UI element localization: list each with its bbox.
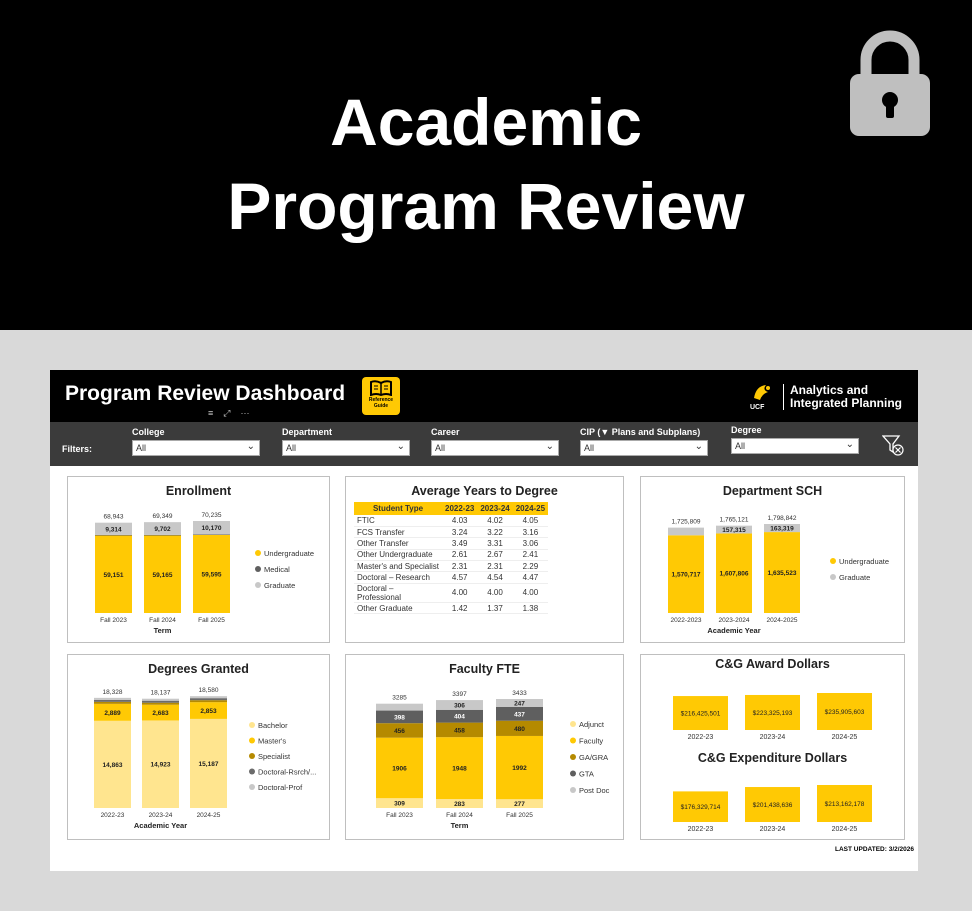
dashboard-title: Program Review Dashboard (65, 382, 346, 405)
legend-label: Adjunct (579, 720, 605, 729)
degrees-chart (68, 655, 331, 841)
dropdown-value: All (286, 443, 297, 453)
x-tick-label: Fall 2023 (100, 617, 127, 624)
dashboard (50, 370, 918, 871)
table-cell: 2.31 (487, 561, 503, 571)
data-label: 59,595 (201, 571, 222, 579)
legend-marker (249, 738, 255, 744)
bar-segment (190, 696, 227, 698)
book-icon (370, 380, 392, 396)
total-label: 68,943 (103, 513, 124, 521)
title-line-1: Academic (330, 85, 642, 159)
enrollment-card (67, 476, 330, 643)
filter-department (282, 427, 410, 456)
data-label: 163,319 (770, 525, 794, 533)
x-tick-label: 2023-24 (759, 734, 786, 741)
bar-segment (190, 700, 227, 702)
table-cell: Other Graduate (357, 603, 413, 613)
legend-label: Medical (264, 565, 290, 574)
table-cell: FTIC (357, 515, 375, 525)
data-label: 10,170 (201, 525, 222, 533)
ucf-logo-text: UCF (750, 404, 765, 411)
card-title: Faculty FTE (449, 662, 520, 676)
bar-segment (193, 534, 230, 535)
table-cell: 1.42 (451, 603, 468, 613)
legend-marker (255, 566, 261, 572)
chevron-down-icon: ⌄ (545, 441, 554, 452)
data-label: 1906 (392, 765, 407, 773)
filter-degree (731, 425, 859, 454)
x-tick-label: 2022-2023 (670, 617, 702, 624)
x-tick-label: Fall 2025 (198, 617, 225, 624)
x-tick-label: 2022-23 (687, 826, 714, 833)
department-dropdown[interactable] (282, 440, 410, 456)
total-label: 3433 (512, 690, 527, 697)
total-label: 3285 (392, 694, 407, 702)
title-line-2: Program Review (227, 169, 745, 243)
data-label: 404 (454, 713, 465, 721)
table-cell: 3.31 (487, 538, 503, 548)
org-name (783, 384, 902, 410)
fte-chart (346, 655, 625, 841)
table-cell: Other Undergraduate (357, 550, 433, 560)
table-cell: FCS Transfer (357, 527, 405, 537)
lock-icon (850, 30, 930, 136)
table-cell: Doctoral – Research (357, 573, 430, 583)
clear-filters-icon[interactable] (882, 434, 904, 456)
legend-label: Post Doc (579, 786, 610, 795)
legend-marker (255, 582, 261, 588)
x-axis-label: Term (153, 626, 172, 635)
table-cell: 4.54 (487, 573, 503, 583)
reference-guide-button[interactable] (362, 377, 400, 415)
data-label: 2,853 (200, 708, 217, 716)
sch-chart (641, 477, 906, 644)
data-label: $213,162,178 (824, 801, 865, 808)
legend-label: Undergraduate (264, 549, 315, 558)
table-cell: 2.61 (451, 550, 468, 560)
total-label: 69,349 (152, 513, 173, 521)
data-label: 437 (514, 711, 525, 719)
chevron-down-icon: ⌄ (396, 441, 405, 452)
bar-segment (94, 702, 131, 704)
ucf-logo (748, 382, 778, 412)
page-title (0, 80, 972, 248)
visual-header-icons (208, 408, 259, 419)
total-label: 70,235 (201, 512, 222, 519)
card-title: Enrollment (165, 484, 232, 498)
filters-bar (50, 422, 918, 466)
bar-segment (94, 698, 131, 700)
chevron-down-icon: ⌄ (694, 441, 703, 452)
legend-label: Undergraduate (839, 557, 890, 566)
data-label: 1,570,717 (671, 571, 701, 579)
x-tick-label: 2024-25 (831, 734, 858, 741)
banner (0, 0, 972, 330)
career-dropdown[interactable] (431, 440, 559, 456)
table-cell: 4.00 (522, 588, 539, 598)
table-cell: 4.02 (487, 515, 503, 525)
column-header[interactable]: 2022-23 (442, 502, 477, 515)
filter-lines-icon[interactable]: ≡ (208, 408, 224, 418)
bar-segment (376, 704, 423, 711)
enrollment-chart (68, 477, 331, 644)
legend-marker (830, 558, 836, 564)
data-label: 283 (454, 801, 465, 809)
cg-card (640, 654, 905, 840)
bar-segment (144, 535, 181, 536)
data-label: 14,863 (102, 761, 123, 769)
bar-segment (142, 703, 179, 705)
card-title: Average Years to Degree (411, 484, 558, 498)
bar-segment (142, 699, 179, 701)
bar-segment (190, 698, 227, 700)
dropdown-value: All (435, 443, 446, 453)
table-header-row (354, 502, 548, 515)
chevron-down-icon: ⌄ (246, 441, 255, 452)
x-axis-label: Academic Year (707, 626, 761, 635)
x-axis-label: Academic Year (133, 821, 188, 830)
legend-marker (570, 771, 576, 777)
x-tick-label: 2024-25 (831, 826, 858, 833)
table-row (354, 526, 548, 537)
table-cell: 4.05 (522, 515, 539, 525)
x-tick-label: 2022-23 (100, 812, 125, 819)
column-header[interactable]: 2023-24 (477, 502, 512, 515)
avg-years-table (354, 502, 548, 614)
x-tick-label: Fall 2024 (446, 812, 473, 819)
legend-marker (570, 721, 576, 727)
data-label: 9,702 (154, 526, 171, 534)
table-cell: Doctoral – Professional (357, 583, 402, 602)
x-tick-label: 2023-24 (148, 812, 173, 819)
data-label: 15,187 (198, 760, 219, 768)
legend-marker (249, 769, 255, 775)
legend-marker (255, 550, 261, 556)
avg-years-card (345, 476, 624, 643)
table-cell: 3.49 (451, 538, 468, 548)
legend-label: Doctoral-Prof (258, 783, 303, 792)
table-cell: 3.24 (451, 527, 468, 537)
table-cell: 3.22 (487, 527, 503, 537)
table-cell: 4.00 (451, 588, 468, 598)
data-label: 59,151 (103, 571, 124, 579)
legend-marker (570, 754, 576, 760)
degrees-card (67, 654, 330, 840)
chevron-down-icon: ⌄ (845, 439, 854, 450)
table-cell: 1.38 (522, 603, 539, 613)
cg-chart (641, 655, 906, 841)
table-cell: 3.06 (522, 538, 539, 548)
table-cell: 4.57 (451, 573, 468, 583)
data-label: 458 (454, 727, 465, 735)
table-cell: 1.37 (487, 603, 503, 613)
x-tick-label: Fall 2024 (149, 617, 176, 624)
data-label: 59,165 (152, 571, 173, 579)
dropdown-value: All (136, 443, 147, 453)
legend-label: Graduate (264, 581, 296, 590)
college-dropdown[interactable] (132, 440, 260, 456)
data-label: 309 (394, 800, 405, 808)
total-label: 18,137 (150, 689, 171, 697)
legend-label: Faculty (579, 736, 604, 746)
data-label: 9,314 (105, 526, 122, 534)
reference-guide-label-1: Reference (368, 397, 394, 403)
table-row (354, 572, 548, 583)
table-cell: Other Transfer (357, 538, 409, 548)
bar-segment (668, 528, 704, 536)
org-line-1: Analytics and (790, 383, 869, 397)
total-label: 18,328 (102, 688, 123, 696)
award-title: C&G Award Dollars (715, 657, 830, 671)
x-tick-label: 2022-23 (687, 734, 714, 741)
column-header[interactable]: Student Type (354, 502, 442, 515)
data-label: 398 (394, 714, 405, 722)
total-label: 1,798,842 (767, 515, 797, 522)
bar-segment (95, 535, 132, 536)
legend-label: Bachelor (258, 721, 288, 730)
filter-career (431, 427, 559, 456)
x-tick-label: Fall 2025 (506, 812, 533, 819)
data-label: 456 (394, 727, 405, 735)
card-title: Department SCH (722, 484, 823, 498)
table-row (354, 583, 548, 602)
data-label: $235,905,603 (824, 709, 865, 716)
focus-mode-icon[interactable]: ⤢ (223, 408, 241, 418)
table-cell: 2.31 (451, 561, 468, 571)
x-tick-label: 2024-2025 (766, 617, 798, 624)
data-label: 1,635,523 (767, 570, 797, 578)
data-label: 2,683 (152, 710, 169, 718)
table-cell: 2.29 (522, 561, 539, 571)
legend-label: Graduate (839, 573, 871, 582)
table-body (354, 515, 548, 614)
dropdown-value: All (584, 443, 595, 453)
data-label: $223,325,193 (752, 709, 793, 717)
filter-label: CIP (▼ Plans and Subplans) (580, 427, 701, 437)
legend-marker (570, 738, 576, 744)
table-row (354, 602, 548, 613)
more-options-icon[interactable]: ⋯ (240, 408, 260, 418)
degree-dropdown[interactable] (731, 438, 859, 454)
x-tick-label: 2023-2024 (718, 617, 750, 624)
table-cell: 2.67 (487, 550, 503, 560)
legend-label: Doctoral-Rsrch/... (258, 767, 317, 777)
total-label: 3397 (452, 691, 467, 699)
filter-label: College (132, 427, 165, 437)
table-cell: 2.41 (522, 550, 539, 560)
total-label: 1,765,121 (719, 516, 749, 524)
data-label: 480 (514, 725, 525, 733)
legend-label: Specialist (258, 752, 291, 761)
data-label: 14,923 (150, 761, 171, 769)
dropdown-value: All (735, 441, 746, 451)
legend-marker (249, 722, 255, 728)
sch-card (640, 476, 905, 643)
filter-label: Department (282, 427, 333, 437)
table-row (354, 515, 548, 526)
legend-label: Master's (258, 736, 287, 746)
data-label: 306 (454, 702, 465, 710)
org-line-2: Integrated Planning (790, 396, 903, 410)
filter-college (132, 427, 260, 456)
data-label: 157,315 (722, 527, 746, 535)
table-cell: 4.03 (451, 515, 468, 525)
legend-marker (830, 574, 836, 580)
data-label: 1,607,806 (719, 570, 749, 578)
data-label: $216,425,501 (680, 710, 721, 718)
last-updated: LAST UPDATED: 3/2/2026 (835, 846, 914, 853)
cip-dropdown[interactable] (580, 440, 708, 456)
legend-marker (249, 753, 255, 759)
bar-segment (94, 700, 131, 702)
reference-guide-label-2: Guide (373, 403, 389, 409)
data-label: 2,889 (104, 709, 121, 717)
legend-marker (570, 787, 576, 793)
data-label: 277 (514, 801, 525, 809)
x-tick-label: 2023-24 (759, 826, 786, 833)
card-title: Degrees Granted (148, 662, 249, 676)
expenditure-title: C&G Expenditure Dollars (697, 751, 848, 765)
table-cell: 3.16 (522, 527, 539, 537)
legend-marker (249, 784, 255, 790)
data-label: 1948 (452, 765, 467, 773)
fte-card (345, 654, 624, 840)
legend-label: GTA (579, 769, 594, 779)
legend-label: GA/GRA (579, 753, 609, 762)
data-label: $176,329,714 (680, 804, 721, 812)
table-row (354, 549, 548, 560)
bar-segment (142, 701, 179, 703)
column-header[interactable]: 2024-25 (513, 502, 548, 515)
dashboard-header (50, 370, 918, 422)
data-label: $201,438,636 (752, 802, 793, 810)
filter-cip (580, 427, 708, 456)
filter-label: Career (431, 427, 460, 437)
filters-label: Filters: (62, 444, 93, 454)
data-label: 1992 (512, 765, 527, 773)
x-tick-label: Fall 2023 (386, 812, 413, 819)
total-label: 1,725,809 (671, 518, 701, 526)
table-row (354, 538, 548, 549)
table-cell: Master's and Specialist (357, 561, 440, 571)
x-tick-label: 2024-25 (196, 812, 221, 819)
table-cell: 4.47 (522, 573, 539, 583)
filter-label: Degree (731, 425, 762, 435)
table-cell: 4.00 (487, 588, 503, 598)
x-axis-label: Term (450, 821, 469, 830)
total-label: 18,580 (198, 687, 219, 695)
data-label: 247 (514, 700, 525, 708)
table-row (354, 561, 548, 572)
